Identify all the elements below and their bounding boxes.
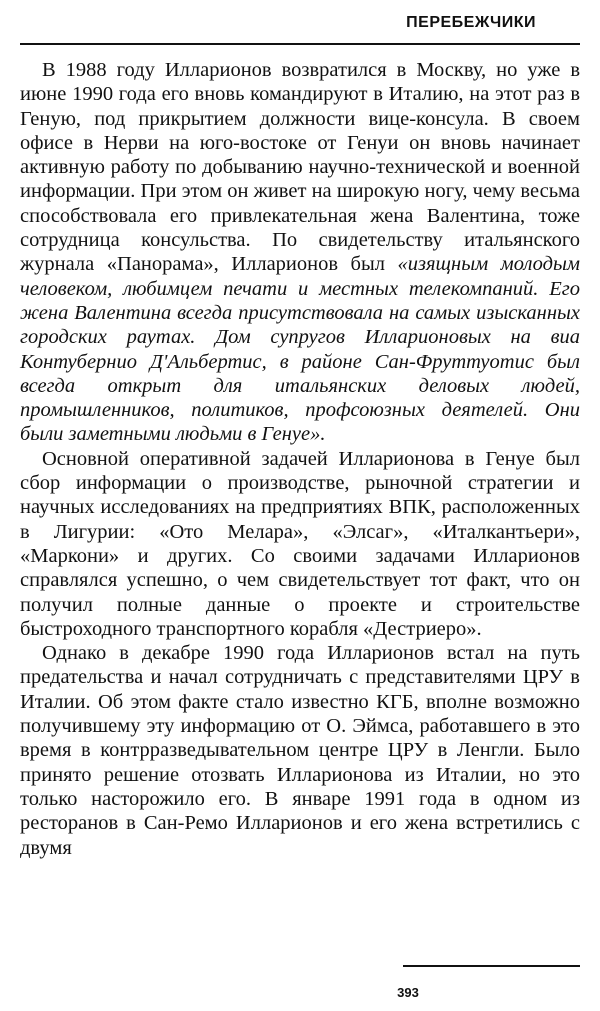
paragraph-3: Однако в декабре 1990 года Илларионов встал на путь предательства и начал сотрудничать с представителями ЦРУ в Италии. Об этом факте стало известно КГБ, вполне возможно получившему эту информацию от О. Эймса, работавшего в это время в контрразведывательном центре ЦРУ в Ленгли. Было принято решение отозвать Илларионова из Италии, но это только насторожило его. В январе 1991 года в одном из ресторанов в Сан-Ремо Илларионов и его жена встретились с двумя [20,642,580,859]
paragraph-1-text: В 1988 году Илларионов возвратился в Москву, но уже в июне 1990 года его вновь командируют в Италию, на этот раз в Геную, под прикрытием должности вице-консула. В своем офисе в Нерви на юго-востоке от Генуи он вновь начинает активную работу по добыванию научно-технической и военной информации. При этом он живет на широкую ногу, чему весьма способствовала его привлекательная жена Валентина, тоже сотрудница консульства. По свидетельству итальянского журнала «Панорама», Илларионов был [20,59,580,276]
paragraph-1 [20,58,580,447]
footer-rule [403,965,580,967]
paragraph-2: Основной оперативной задачей Илларионова в Генуе был сбор информации о производстве, рыночной стратегии и научных исследованиях на предприятиях ВПК, расположенных в Лигурии: «Ото Мелара», «Элсаг», «Италкантьери», «Маркони» и других. Со своими задачами Илларионов справлялся успешно, о чем свидетельствует тот факт, что он получил полные данные о проекте и строительстве быстроходного транспортного корабля «Дестриеро». [20,447,580,640]
page-number: 393 [397,985,419,1000]
running-title: ПЕРЕБЕЖЧИКИ [406,14,536,31]
panorama-quote: «изящным молодым человеком, любимцем печати и местных телекомпаний. Его жена Валентина всегда присутствовала на самых изысканных городских раутах. Дом супругов Илларионовых на виа Контубернио Д'Альбертис, в районе Сан-Фруттуотис был всегда открыт для итальянских деловых людей, промышленников, политиков, профсоюзных деятелей. Они были заметными людьми в Генуе». [20,253,580,446]
body-text [20,58,580,860]
header-rule [20,43,580,45]
